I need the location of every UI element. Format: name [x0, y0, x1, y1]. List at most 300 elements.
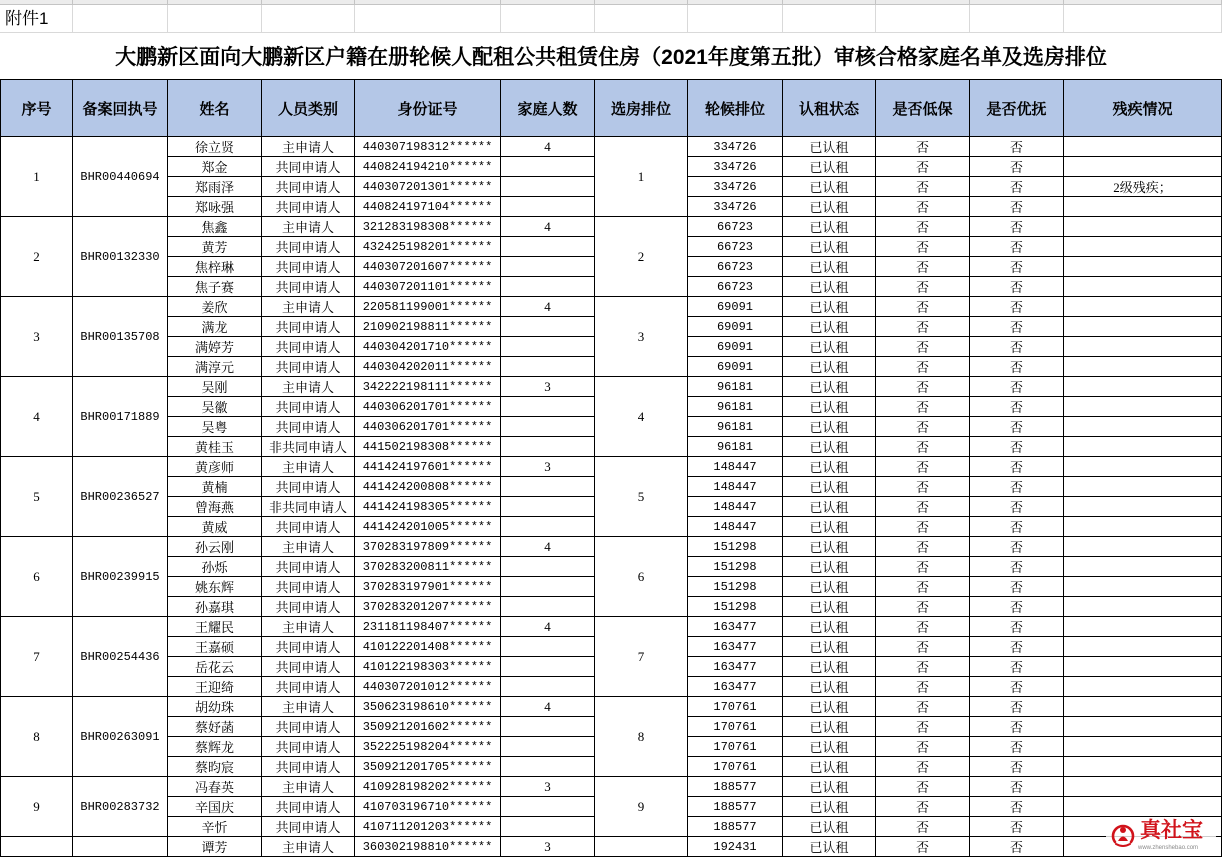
cell-family-size[interactable]: 3	[501, 777, 595, 797]
cell-disability[interactable]	[1064, 137, 1222, 157]
cell-name[interactable]: 郑金	[168, 157, 262, 177]
cell-rent-status[interactable]: 已认租	[783, 837, 876, 857]
cell-family-size[interactable]: 3	[501, 377, 595, 397]
cell-special-care[interactable]: 否	[970, 237, 1064, 257]
cell-family-size[interactable]	[501, 517, 595, 537]
cell-receipt-no[interactable]: BHR00132330	[73, 217, 168, 297]
cell-disability[interactable]	[1064, 297, 1222, 317]
cell-low-income[interactable]: 否	[876, 577, 970, 597]
cell-waiting-rank[interactable]: 148447	[688, 477, 783, 497]
cell-disability[interactable]	[1064, 637, 1222, 657]
cell-family-size[interactable]	[501, 677, 595, 697]
cell-receipt-no[interactable]: BHR00283732	[73, 777, 168, 837]
cell-disability[interactable]	[1064, 777, 1222, 797]
cell-special-care[interactable]: 否	[970, 697, 1064, 717]
cell-category[interactable]: 主申请人	[262, 297, 355, 317]
cell-id-no[interactable]: 441502198308******	[355, 437, 501, 457]
cell-category[interactable]: 主申请人	[262, 137, 355, 157]
cell-disability[interactable]	[1064, 217, 1222, 237]
cell-category[interactable]: 非共同申请人	[262, 437, 355, 457]
cell-special-care[interactable]: 否	[970, 617, 1064, 637]
cell-category[interactable]: 非共同申请人	[262, 497, 355, 517]
cell-waiting-rank[interactable]: 69091	[688, 317, 783, 337]
cell-family-size[interactable]	[501, 337, 595, 357]
cell-disability[interactable]	[1064, 577, 1222, 597]
cell-name[interactable]: 辛国庆	[168, 797, 262, 817]
cell-low-income[interactable]: 否	[876, 797, 970, 817]
cell-id-no[interactable]: 440306201701******	[355, 417, 501, 437]
cell-waiting-rank[interactable]: 66723	[688, 277, 783, 297]
cell-disability[interactable]	[1064, 477, 1222, 497]
cell-rent-status[interactable]: 已认租	[783, 317, 876, 337]
cell-family-size[interactable]: 4	[501, 217, 595, 237]
cell-name[interactable]: 蔡昀宸	[168, 757, 262, 777]
cell-rent-status[interactable]: 已认租	[783, 597, 876, 617]
cell-name[interactable]: 黄彦师	[168, 457, 262, 477]
sheet-cell[interactable]	[168, 5, 262, 33]
cell-low-income[interactable]: 否	[876, 277, 970, 297]
cell-low-income[interactable]: 否	[876, 677, 970, 697]
cell-special-care[interactable]: 否	[970, 457, 1064, 477]
cell-name[interactable]: 郑咏强	[168, 197, 262, 217]
cell-selection-rank[interactable]: 3	[595, 297, 688, 377]
cell-family-size[interactable]	[501, 417, 595, 437]
cell-category[interactable]: 共同申请人	[262, 677, 355, 697]
cell-receipt-no[interactable]: BHR00171889	[73, 377, 168, 457]
cell-disability[interactable]	[1064, 657, 1222, 677]
cell-id-no[interactable]: 370283201207******	[355, 597, 501, 617]
cell-low-income[interactable]: 否	[876, 817, 970, 837]
cell-rent-status[interactable]: 已认租	[783, 257, 876, 277]
cell-special-care[interactable]: 否	[970, 637, 1064, 657]
header-low-income[interactable]: 是否低保	[876, 79, 970, 137]
cell-special-care[interactable]: 否	[970, 557, 1064, 577]
cell-id-no[interactable]: 410122198303******	[355, 657, 501, 677]
cell-rent-status[interactable]: 已认租	[783, 617, 876, 637]
cell-waiting-rank[interactable]: 170761	[688, 757, 783, 777]
cell-special-care[interactable]: 否	[970, 357, 1064, 377]
cell-low-income[interactable]: 否	[876, 137, 970, 157]
cell-name[interactable]: 黄桂玉	[168, 437, 262, 457]
cell-disability[interactable]	[1064, 717, 1222, 737]
cell-family-size[interactable]: 4	[501, 617, 595, 637]
cell-low-income[interactable]: 否	[876, 257, 970, 277]
cell-category[interactable]: 共同申请人	[262, 337, 355, 357]
cell-name[interactable]: 吴刚	[168, 377, 262, 397]
cell-disability[interactable]: 2级残疾；	[1064, 177, 1222, 197]
cell-id-no[interactable]: 432425198201******	[355, 237, 501, 257]
cell-id-no[interactable]: 440307201101******	[355, 277, 501, 297]
cell-disability[interactable]	[1064, 697, 1222, 717]
cell-family-size[interactable]	[501, 177, 595, 197]
cell-special-care[interactable]: 否	[970, 597, 1064, 617]
cell-low-income[interactable]: 否	[876, 737, 970, 757]
cell-category[interactable]: 主申请人	[262, 537, 355, 557]
cell-low-income[interactable]: 否	[876, 757, 970, 777]
cell-name[interactable]: 黄威	[168, 517, 262, 537]
cell-waiting-rank[interactable]: 151298	[688, 597, 783, 617]
cell-special-care[interactable]: 否	[970, 377, 1064, 397]
cell-low-income[interactable]: 否	[876, 157, 970, 177]
cell-low-income[interactable]: 否	[876, 537, 970, 557]
cell-category[interactable]: 共同申请人	[262, 237, 355, 257]
cell-disability[interactable]	[1064, 597, 1222, 617]
cell-family-size[interactable]	[501, 237, 595, 257]
cell-waiting-rank[interactable]: 163477	[688, 657, 783, 677]
header-rent-status[interactable]: 认租状态	[783, 79, 876, 137]
cell-seq[interactable]: 8	[0, 697, 73, 777]
cell-seq[interactable]: 7	[0, 617, 73, 697]
cell-category[interactable]: 主申请人	[262, 617, 355, 637]
cell-id-no[interactable]: 321283198308******	[355, 217, 501, 237]
cell-rent-status[interactable]: 已认租	[783, 417, 876, 437]
cell-waiting-rank[interactable]: 170761	[688, 737, 783, 757]
cell-seq[interactable]: 3	[0, 297, 73, 377]
cell-family-size[interactable]	[501, 797, 595, 817]
cell-low-income[interactable]: 否	[876, 357, 970, 377]
cell-family-size[interactable]: 4	[501, 697, 595, 717]
cell-low-income[interactable]: 否	[876, 657, 970, 677]
cell-id-no[interactable]: 370283197901******	[355, 577, 501, 597]
cell-id-no[interactable]: 350623198610******	[355, 697, 501, 717]
cell-id-no[interactable]: 342222198111******	[355, 377, 501, 397]
cell-rent-status[interactable]: 已认租	[783, 637, 876, 657]
cell-family-size[interactable]	[501, 477, 595, 497]
cell-id-no[interactable]: 350921201705******	[355, 757, 501, 777]
cell-family-size[interactable]	[501, 197, 595, 217]
cell-disability[interactable]	[1064, 757, 1222, 777]
cell-disability[interactable]	[1064, 537, 1222, 557]
cell-category[interactable]: 共同申请人	[262, 577, 355, 597]
cell-waiting-rank[interactable]: 66723	[688, 237, 783, 257]
cell-category[interactable]: 共同申请人	[262, 397, 355, 417]
cell-disability[interactable]	[1064, 457, 1222, 477]
sheet-cell[interactable]	[688, 5, 783, 33]
cell-category[interactable]: 主申请人	[262, 217, 355, 237]
sheet-cell[interactable]	[876, 5, 970, 33]
cell-waiting-rank[interactable]: 188577	[688, 777, 783, 797]
cell-name[interactable]: 岳花云	[168, 657, 262, 677]
cell-id-no[interactable]: 441424198305******	[355, 497, 501, 517]
cell-category[interactable]: 共同申请人	[262, 417, 355, 437]
cell-family-size[interactable]: 3	[501, 457, 595, 477]
sheet-cell[interactable]	[262, 5, 355, 33]
cell-name[interactable]: 王耀民	[168, 617, 262, 637]
cell-category[interactable]: 共同申请人	[262, 477, 355, 497]
cell-category[interactable]: 共同申请人	[262, 157, 355, 177]
cell-low-income[interactable]: 否	[876, 417, 970, 437]
cell-selection-rank[interactable]: 2	[595, 217, 688, 297]
cell-selection-rank[interactable]: 5	[595, 457, 688, 537]
cell-special-care[interactable]: 否	[970, 657, 1064, 677]
cell-special-care[interactable]: 否	[970, 517, 1064, 537]
cell-id-no[interactable]: 440307201607******	[355, 257, 501, 277]
cell-rent-status[interactable]: 已认租	[783, 357, 876, 377]
cell-waiting-rank[interactable]: 66723	[688, 257, 783, 277]
cell-disability[interactable]	[1064, 317, 1222, 337]
cell-seq[interactable]: 2	[0, 217, 73, 297]
cell-category[interactable]: 共同申请人	[262, 817, 355, 837]
cell-name[interactable]: 郑雨泽	[168, 177, 262, 197]
cell-selection-rank[interactable]: 7	[595, 617, 688, 697]
cell-family-size[interactable]	[501, 817, 595, 837]
header-seq[interactable]: 序号	[0, 79, 73, 137]
cell-family-size[interactable]	[501, 497, 595, 517]
sheet-cell[interactable]	[1064, 5, 1222, 33]
cell-waiting-rank[interactable]: 96181	[688, 437, 783, 457]
cell-low-income[interactable]: 否	[876, 297, 970, 317]
cell-rent-status[interactable]: 已认租	[783, 137, 876, 157]
cell-low-income[interactable]: 否	[876, 717, 970, 737]
cell-selection-rank[interactable]: 4	[595, 377, 688, 457]
cell-id-no[interactable]: 410928198202******	[355, 777, 501, 797]
cell-id-no[interactable]: 410122201408******	[355, 637, 501, 657]
cell-disability[interactable]	[1064, 437, 1222, 457]
cell-disability[interactable]	[1064, 197, 1222, 217]
header-receipt-no[interactable]: 备案回执号	[73, 79, 168, 137]
cell-seq[interactable]: 9	[0, 777, 73, 837]
cell-category[interactable]: 主申请人	[262, 377, 355, 397]
cell-id-no[interactable]: 352225198204******	[355, 737, 501, 757]
cell-low-income[interactable]: 否	[876, 617, 970, 637]
cell-special-care[interactable]: 否	[970, 577, 1064, 597]
cell-name[interactable]: 满淳元	[168, 357, 262, 377]
cell-special-care[interactable]: 否	[970, 197, 1064, 217]
cell-rent-status[interactable]: 已认租	[783, 337, 876, 357]
cell-disability[interactable]	[1064, 557, 1222, 577]
cell-category[interactable]: 共同申请人	[262, 197, 355, 217]
cell-category[interactable]: 共同申请人	[262, 177, 355, 197]
cell-special-care[interactable]: 否	[970, 297, 1064, 317]
cell-name[interactable]: 黄芳	[168, 237, 262, 257]
cell-name[interactable]: 孙嘉琪	[168, 597, 262, 617]
cell-receipt-no[interactable]: BHR00254436	[73, 617, 168, 697]
cell-family-size[interactable]	[501, 397, 595, 417]
cell-family-size[interactable]	[501, 277, 595, 297]
cell-disability[interactable]	[1064, 377, 1222, 397]
cell-low-income[interactable]: 否	[876, 777, 970, 797]
cell-seq[interactable]: 4	[0, 377, 73, 457]
cell-id-no[interactable]: 440304201710******	[355, 337, 501, 357]
cell-disability[interactable]	[1064, 617, 1222, 637]
cell-receipt-no[interactable]: BHR00236527	[73, 457, 168, 537]
cell-special-care[interactable]: 否	[970, 317, 1064, 337]
cell-rent-status[interactable]: 已认租	[783, 757, 876, 777]
cell-special-care[interactable]: 否	[970, 677, 1064, 697]
header-selection-rank[interactable]: 选房排位	[595, 79, 688, 137]
cell-waiting-rank[interactable]: 148447	[688, 497, 783, 517]
cell-waiting-rank[interactable]: 96181	[688, 417, 783, 437]
cell-disability[interactable]	[1064, 497, 1222, 517]
sheet-cell[interactable]	[783, 5, 876, 33]
cell-id-no[interactable]: 350921201602******	[355, 717, 501, 737]
cell-rent-status[interactable]: 已认租	[783, 797, 876, 817]
cell-id-no[interactable]: 440307201012******	[355, 677, 501, 697]
cell-disability[interactable]	[1064, 517, 1222, 537]
cell-category[interactable]: 共同申请人	[262, 517, 355, 537]
cell-special-care[interactable]: 否	[970, 737, 1064, 757]
cell-id-no[interactable]: 441424197601******	[355, 457, 501, 477]
cell-low-income[interactable]: 否	[876, 437, 970, 457]
page-title[interactable]: 大鹏新区面向大鹏新区户籍在册轮候人配租公共租赁住房（2021年度第五批）审核合格家庭名单及选房排位	[115, 46, 1107, 69]
cell-special-care[interactable]: 否	[970, 497, 1064, 517]
cell-name[interactable]: 姜欣	[168, 297, 262, 317]
cell-disability[interactable]	[1064, 417, 1222, 437]
cell-low-income[interactable]: 否	[876, 337, 970, 357]
cell-name[interactable]: 蔡妤菡	[168, 717, 262, 737]
cell-low-income[interactable]: 否	[876, 197, 970, 217]
sheet-cell[interactable]	[355, 5, 501, 33]
cell-family-size[interactable]: 4	[501, 537, 595, 557]
cell-waiting-rank[interactable]: 163477	[688, 637, 783, 657]
cell-waiting-rank[interactable]: 69091	[688, 297, 783, 317]
cell-low-income[interactable]: 否	[876, 637, 970, 657]
cell-low-income[interactable]: 否	[876, 557, 970, 577]
cell-waiting-rank[interactable]: 334726	[688, 137, 783, 157]
cell-name[interactable]: 辛忻	[168, 817, 262, 837]
cell-name[interactable]: 焦梓琳	[168, 257, 262, 277]
cell-waiting-rank[interactable]: 69091	[688, 337, 783, 357]
cell-low-income[interactable]: 否	[876, 837, 970, 857]
cell-family-size[interactable]	[501, 357, 595, 377]
cell-disability[interactable]	[1064, 677, 1222, 697]
cell-category[interactable]: 主申请人	[262, 837, 355, 857]
cell-special-care[interactable]: 否	[970, 797, 1064, 817]
cell-id-no[interactable]: 410711201203******	[355, 817, 501, 837]
cell-category[interactable]: 共同申请人	[262, 637, 355, 657]
cell-disability[interactable]	[1064, 357, 1222, 377]
cell-name[interactable]: 吴徽	[168, 397, 262, 417]
cell-category[interactable]: 共同申请人	[262, 277, 355, 297]
cell-low-income[interactable]: 否	[876, 697, 970, 717]
cell-special-care[interactable]: 否	[970, 817, 1064, 837]
cell-id-no[interactable]: 440306201701******	[355, 397, 501, 417]
cell-family-size[interactable]	[501, 657, 595, 677]
cell-low-income[interactable]: 否	[876, 397, 970, 417]
cell-name[interactable]: 焦子赛	[168, 277, 262, 297]
cell-category[interactable]: 共同申请人	[262, 597, 355, 617]
cell-rent-status[interactable]: 已认租	[783, 697, 876, 717]
cell-name[interactable]: 谭芳	[168, 837, 262, 857]
sheet-cell[interactable]	[595, 5, 688, 33]
cell-low-income[interactable]: 否	[876, 377, 970, 397]
header-special-care[interactable]: 是否优抚	[970, 79, 1064, 137]
cell-rent-status[interactable]: 已认租	[783, 737, 876, 757]
cell-category[interactable]: 共同申请人	[262, 737, 355, 757]
cell-receipt-no[interactable]: BHR00440694	[73, 137, 168, 217]
header-name[interactable]: 姓名	[168, 79, 262, 137]
cell-id-no[interactable]: 440307201301******	[355, 177, 501, 197]
cell-special-care[interactable]: 否	[970, 277, 1064, 297]
cell-family-size[interactable]	[501, 637, 595, 657]
cell-waiting-rank[interactable]: 151298	[688, 577, 783, 597]
cell-low-income[interactable]: 否	[876, 237, 970, 257]
cell-name[interactable]: 曾海燕	[168, 497, 262, 517]
cell-low-income[interactable]: 否	[876, 177, 970, 197]
cell-id-no[interactable]: 410703196710******	[355, 797, 501, 817]
cell-family-size[interactable]	[501, 737, 595, 757]
cell-rent-status[interactable]: 已认租	[783, 477, 876, 497]
cell-rent-status[interactable]: 已认租	[783, 777, 876, 797]
cell-name[interactable]: 蔡辉龙	[168, 737, 262, 757]
cell-waiting-rank[interactable]: 69091	[688, 357, 783, 377]
attachment-label[interactable]: 附件1	[0, 5, 73, 33]
cell-selection-rank[interactable]: 1	[595, 137, 688, 217]
cell-selection-rank[interactable]: 8	[595, 697, 688, 777]
cell-waiting-rank[interactable]: 188577	[688, 817, 783, 837]
cell-rent-status[interactable]: 已认租	[783, 557, 876, 577]
cell-disability[interactable]	[1064, 397, 1222, 417]
cell-rent-status[interactable]: 已认租	[783, 177, 876, 197]
cell-rent-status[interactable]: 已认租	[783, 397, 876, 417]
cell-id-no[interactable]: 231181198407******	[355, 617, 501, 637]
cell-low-income[interactable]: 否	[876, 497, 970, 517]
cell-rent-status[interactable]: 已认租	[783, 437, 876, 457]
cell-rent-status[interactable]: 已认租	[783, 157, 876, 177]
cell-name[interactable]: 王嘉硕	[168, 637, 262, 657]
cell-category[interactable]: 主申请人	[262, 697, 355, 717]
cell-category[interactable]: 共同申请人	[262, 797, 355, 817]
cell-name[interactable]: 姚东辉	[168, 577, 262, 597]
cell-family-size[interactable]: 4	[501, 297, 595, 317]
cell-name[interactable]: 徐立贤	[168, 137, 262, 157]
cell-category[interactable]: 共同申请人	[262, 317, 355, 337]
cell-rent-status[interactable]: 已认租	[783, 717, 876, 737]
cell-family-size[interactable]	[501, 577, 595, 597]
cell-name[interactable]: 满龙	[168, 317, 262, 337]
cell-rent-status[interactable]: 已认租	[783, 297, 876, 317]
cell-waiting-rank[interactable]: 96181	[688, 397, 783, 417]
cell-waiting-rank[interactable]: 151298	[688, 537, 783, 557]
header-family-size[interactable]: 家庭人数	[501, 79, 595, 137]
cell-family-size[interactable]	[501, 157, 595, 177]
cell-rent-status[interactable]: 已认租	[783, 377, 876, 397]
cell-category[interactable]: 主申请人	[262, 777, 355, 797]
cell-rent-status[interactable]: 已认租	[783, 457, 876, 477]
header-disability[interactable]: 残疾情况	[1064, 79, 1222, 137]
cell-special-care[interactable]: 否	[970, 397, 1064, 417]
cell-family-size[interactable]: 4	[501, 137, 595, 157]
cell-rent-status[interactable]: 已认租	[783, 277, 876, 297]
cell-id-no[interactable]: 440307198312******	[355, 137, 501, 157]
sheet-cell[interactable]	[501, 5, 595, 33]
cell-disability[interactable]	[1064, 797, 1222, 817]
cell-waiting-rank[interactable]: 163477	[688, 677, 783, 697]
cell-name[interactable]: 孙云刚	[168, 537, 262, 557]
cell-category[interactable]: 共同申请人	[262, 717, 355, 737]
header-id-no[interactable]: 身份证号	[355, 79, 501, 137]
cell-name[interactable]: 吴粤	[168, 417, 262, 437]
cell-rent-status[interactable]: 已认租	[783, 497, 876, 517]
cell-disability[interactable]	[1064, 337, 1222, 357]
cell-category[interactable]: 共同申请人	[262, 757, 355, 777]
cell-special-care[interactable]: 否	[970, 157, 1064, 177]
cell-waiting-rank[interactable]: 188577	[688, 797, 783, 817]
cell-rent-status[interactable]: 已认租	[783, 657, 876, 677]
cell-family-size[interactable]	[501, 717, 595, 737]
cell-waiting-rank[interactable]: 170761	[688, 717, 783, 737]
cell-rent-status[interactable]: 已认租	[783, 577, 876, 597]
sheet-cell[interactable]	[970, 5, 1064, 33]
cell-id-no[interactable]: 440304202011******	[355, 357, 501, 377]
cell-special-care[interactable]: 否	[970, 257, 1064, 277]
cell-rent-status[interactable]: 已认租	[783, 537, 876, 557]
cell-rent-status[interactable]: 已认租	[783, 517, 876, 537]
cell-category[interactable]: 主申请人	[262, 457, 355, 477]
cell-family-size[interactable]: 3	[501, 837, 595, 857]
cell-waiting-rank[interactable]: 66723	[688, 217, 783, 237]
cell-family-size[interactable]	[501, 557, 595, 577]
